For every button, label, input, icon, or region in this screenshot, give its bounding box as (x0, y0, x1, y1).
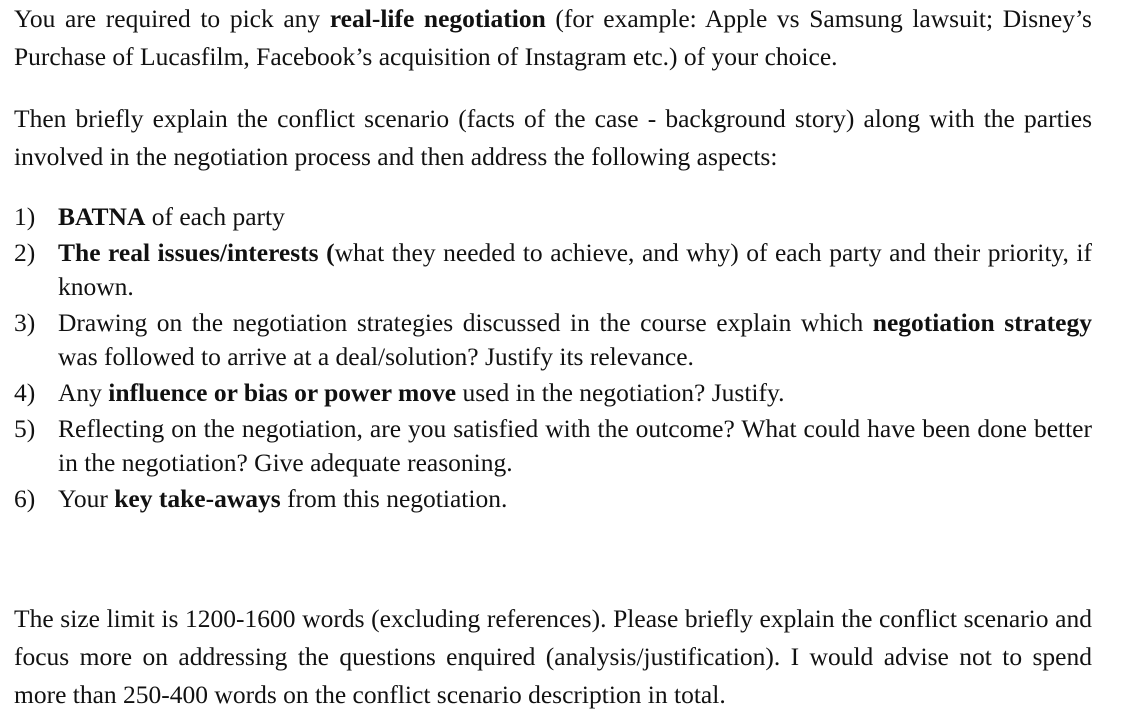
list-item-text: what they needed to achieve, and why) of each party and their priority, if known. (58, 238, 1093, 301)
list-number: 4) (14, 378, 36, 407)
list-item (14, 306, 1092, 374)
list-item-text: Your (58, 484, 115, 513)
list-item-text: Any (58, 378, 109, 407)
list-number: 1) (14, 202, 36, 231)
list-item-text: was followed to arrive at a deal/solution? Justify its relevance. (58, 342, 694, 371)
instructions-paragraph: Then briefly explain the conflict scenario (facts of the case - background story) along with the parties involved in the negotiation process and then address the following aspects: (14, 104, 1092, 171)
list-number: 3) (14, 308, 36, 337)
list-number: 5) (14, 414, 36, 443)
list-item-text: of each party (145, 202, 285, 231)
list-item-bold: negotiation strategy (872, 308, 1092, 337)
aspects-list (14, 200, 1092, 518)
list-item-text: from this negotiation. (280, 484, 508, 513)
intro-paragraph (14, 0, 1092, 76)
intro-bold-real-life-negotiation: real-life negotiation (329, 4, 546, 33)
list-item-bold: key take-aways (114, 484, 281, 513)
word-limit-paragraph: The size limit is 1200-1600 words (excluding references). Please briefly explain the conflict scenario and focus more on addressing the questions enquired (analysis/justification). I would advise not to spend more than 250-400 words on the conflict scenario description in total. (14, 604, 1092, 709)
intro-text-2: (for example: Apple vs Samsung lawsuit; Disney’s Purchase of Lucasfilm, Facebook’s acquisition of Instagram etc.) of your choice. (14, 4, 1092, 71)
list-item (14, 236, 1092, 304)
list-item (14, 482, 1092, 516)
list-item (14, 376, 1092, 410)
list-number: 2) (14, 238, 36, 267)
list-item-text: used in the negotiation? Justify. (456, 378, 785, 407)
list-number: 6) (14, 484, 36, 513)
list-item-text: Reflecting on the negotiation, are you satisfied with the outcome? What could have been done better in the negotiation? Give adequate reasoning. (58, 414, 1092, 477)
list-item (14, 200, 1092, 234)
list-item-text: Drawing on the negotiation strategies discussed in the course explain which (58, 308, 873, 337)
list-item-bold: The real issues/interests ( (58, 238, 335, 267)
list-item-bold: BATNA (58, 202, 146, 231)
list-item-bold: influence or bias or power move (108, 378, 457, 407)
list-item (14, 412, 1092, 480)
intro-text-1: You are required to pick any (14, 4, 330, 33)
